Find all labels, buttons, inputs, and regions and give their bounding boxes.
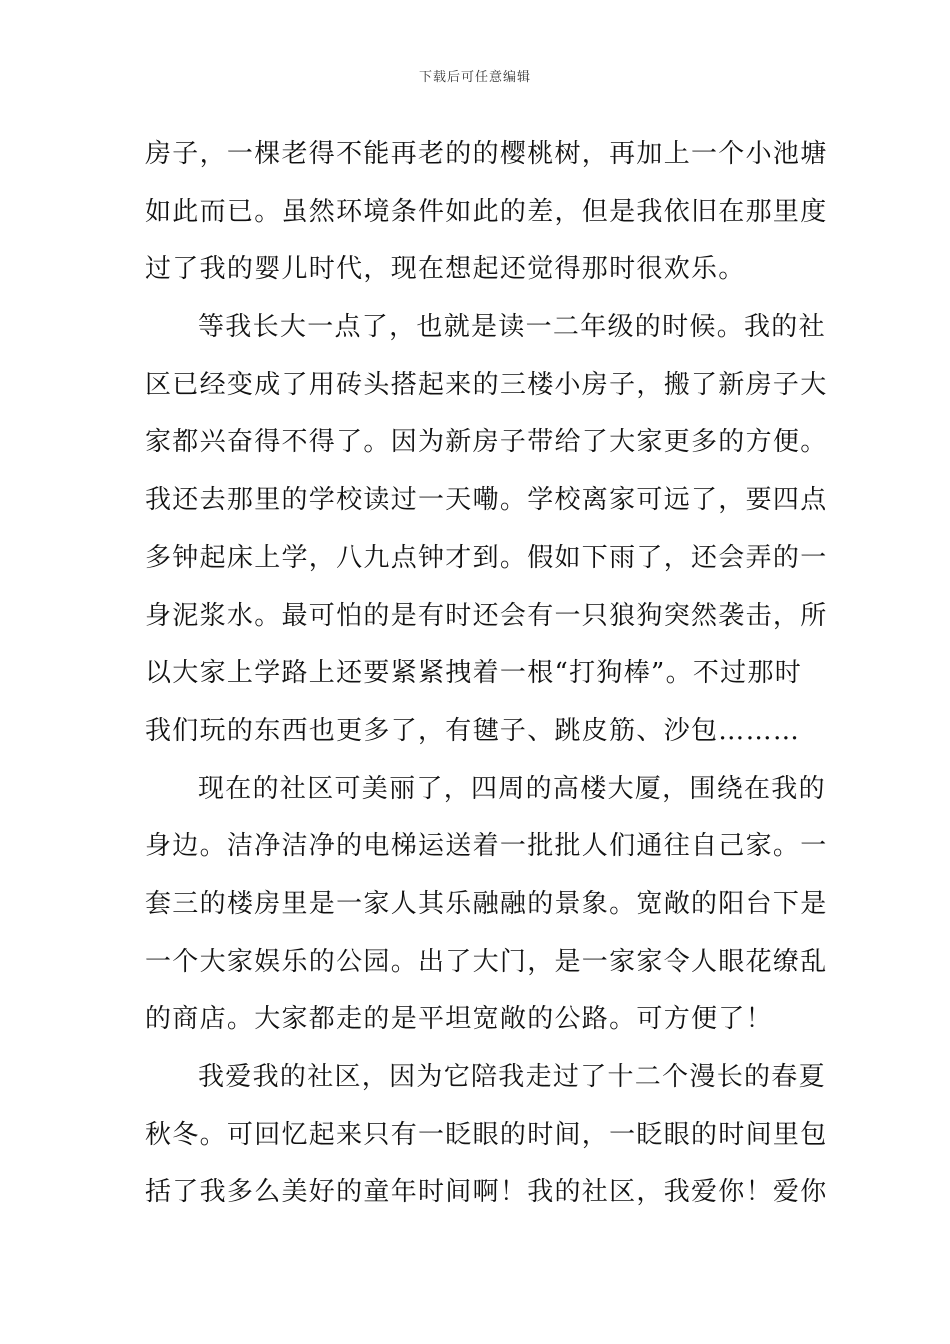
text-line: 我还去那里的学校读过一天嘞。学校离家可远了，要四点 xyxy=(145,485,828,516)
text-line: 秋冬。可回忆起来只有一眨眼的时间，一眨眼的时间里包 xyxy=(145,1119,828,1150)
text-line: 的商店。大家都走的是平坦宽敞的公路。可方便了！ xyxy=(145,1004,773,1035)
text-line: 套三的楼房里是一家人其乐融融的景象。宽敞的阳台下是 xyxy=(145,888,828,919)
text-line: 括了我多么美好的童年时间啊！我的社区，我爱你！爱你 xyxy=(145,1177,828,1208)
text-line: 家都兴奋得不得了。因为新房子带给了大家更多的方便。 xyxy=(145,427,828,458)
paragraph-start-line: 等我长大一点了，也就是读一二年级的时候。我的社 xyxy=(198,312,826,343)
text-line: 身边。洁净洁净的电梯运送着一批批人们通往自己家。一 xyxy=(145,831,828,862)
text-line: 身泥浆水。最可怕的是有时还会有一只狼狗突然袭击，所 xyxy=(145,600,828,631)
text-line: 如此而已。虽然环境条件如此的差，但是我依旧在那里度 xyxy=(145,196,828,227)
text-line: 区已经变成了用砖头搭起来的三楼小房子，搬了新房子大 xyxy=(145,369,828,400)
text-line: 过了我的婴儿时代，现在想起还觉得那时很欢乐。 xyxy=(145,254,746,285)
text-line: 房子，一棵老得不能再老的的樱桃树，再加上一个小池塘 xyxy=(145,139,828,169)
text-line: 一个大家娱乐的公园。出了大门，是一家家令人眼花缭乱 xyxy=(145,946,828,977)
text-line: 我们玩的东西也更多了，有毽子、跳皮筋、沙包……… xyxy=(145,715,801,746)
paragraph-start-line: 现在的社区可美丽了，四周的高楼大厦，围绕在我的 xyxy=(198,773,826,804)
paragraph-start-line: 我爱我的社区，因为它陪我走过了十二个漫长的春夏 xyxy=(198,1062,826,1092)
page-header: 下载后可任意编辑 xyxy=(418,70,531,85)
text-line: 多钟起床上学，八九点钟才到。假如下雨了，还会弄的一 xyxy=(145,542,828,573)
text-line: 以大家上学路上还要紧紧拽着一根“打狗棒”。不过那时 xyxy=(145,658,803,689)
body-text xyxy=(145,126,828,1222)
